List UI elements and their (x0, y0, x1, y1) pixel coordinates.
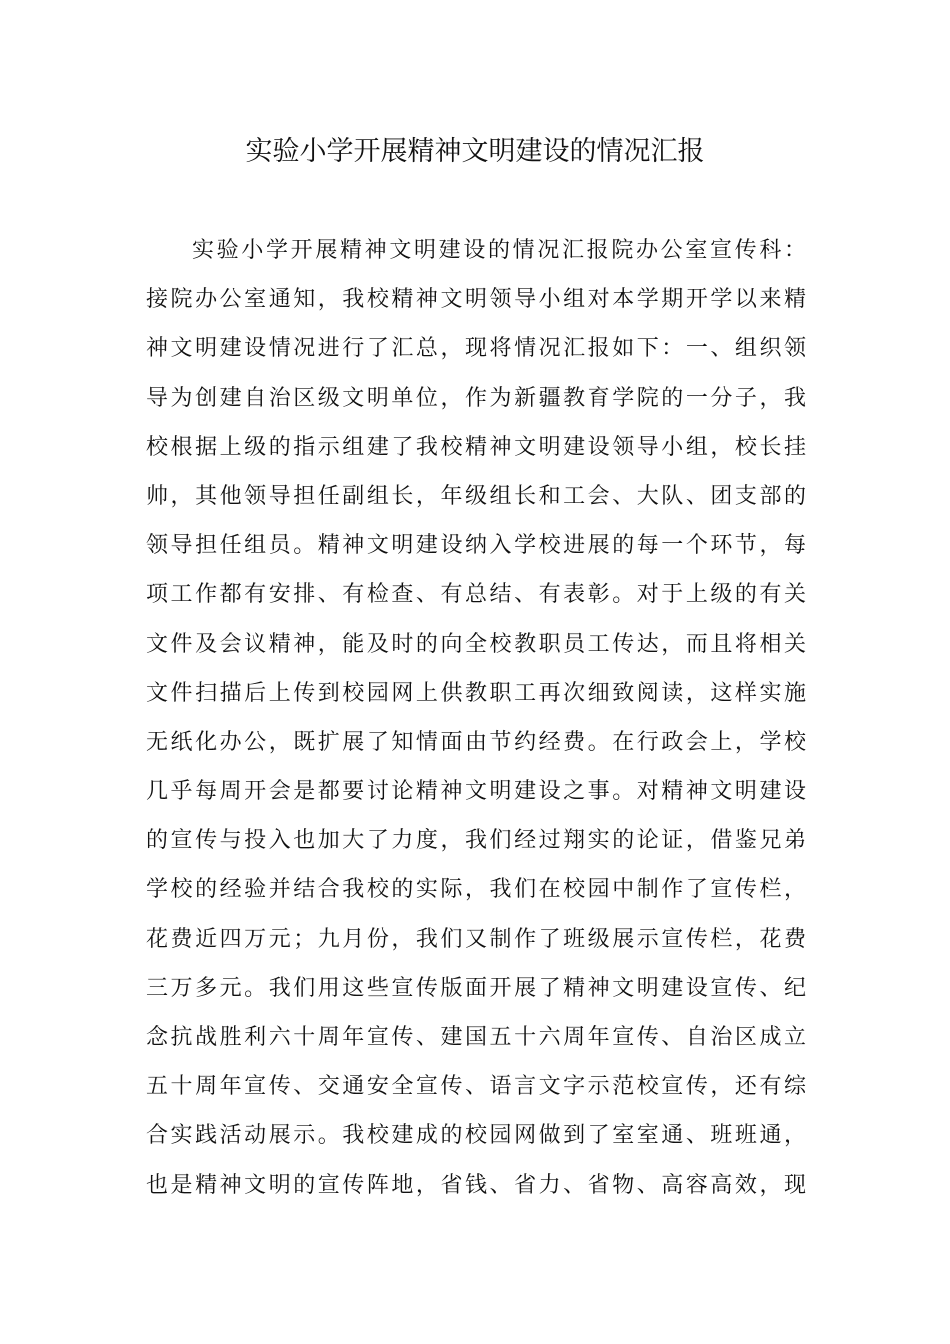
paragraph-line: 也是精神文明的宣传阵地，省钱、省力、省物、高容高效，现 (146, 1172, 806, 1198)
paragraph-line: 项工作都有安排、有检查、有总结、有表彰。对于上级的有关 (146, 582, 806, 608)
paragraph-line: 接院办公室通知，我校精神文明领导小组对本学期开学以来精 (146, 287, 806, 313)
paragraph-line: 几乎每周开会是都要讨论精神文明建设之事。对精神文明建设 (146, 779, 806, 805)
paragraph-line: 领导担任组员。精神文明建设纳入学校进展的每一个环节，每 (146, 533, 806, 559)
paragraph-line: 导为创建自治区级文明单位，作为新疆教育学院的一分子，我 (146, 385, 806, 411)
paragraph-line: 帅，其他领导担任副组长，年级组长和工会、大队、团支部的 (146, 483, 806, 509)
paragraph-line: 实验小学开展精神文明建设的情况汇报院办公室宣传科： (192, 238, 806, 263)
paragraph-line: 合实践活动展示。我校建成的校园网做到了室室通、班班通， (146, 1123, 806, 1149)
paragraph-line: 学校的经验并结合我校的实际，我们在校园中制作了宣传栏， (146, 877, 806, 903)
paragraph-line: 五十周年宣传、交通安全宣传、语言文字示范校宣传，还有综 (146, 1074, 806, 1100)
paragraph-line: 念抗战胜利六十周年宣传、建国五十六周年宣传、自治区成立 (146, 1025, 806, 1050)
document-title: 实验小学开展精神文明建设的情况汇报 (245, 136, 705, 167)
document-body (146, 226, 806, 1210)
paragraph-line: 无纸化办公，既扩展了知情面由节约经费。在行政会上，学校 (146, 729, 806, 755)
paragraph-line: 三万多元。我们用这些宣传版面开展了精神文明建设宣传、纪 (146, 975, 806, 1001)
paragraph-line: 文件及会议精神，能及时的向全校教职员工传达，而且将相关 (146, 631, 806, 657)
paragraph-line: 神文明建设情况进行了汇总，现将情况汇报如下：一、组织领 (146, 336, 806, 362)
paragraph-line: 文件扫描后上传到校园网上供教职工再次细致阅读，这样实施 (146, 680, 806, 706)
paragraph-line: 的宣传与投入也加大了力度，我们经过翔实的论证，借鉴兄弟 (146, 828, 806, 854)
paragraph-line: 校根据上级的指示组建了我校精神文明建设领导小组，校长挂 (146, 434, 806, 460)
paragraph-line: 花费近四万元；九月份，我们又制作了班级展示宣传栏，花费 (146, 926, 806, 952)
